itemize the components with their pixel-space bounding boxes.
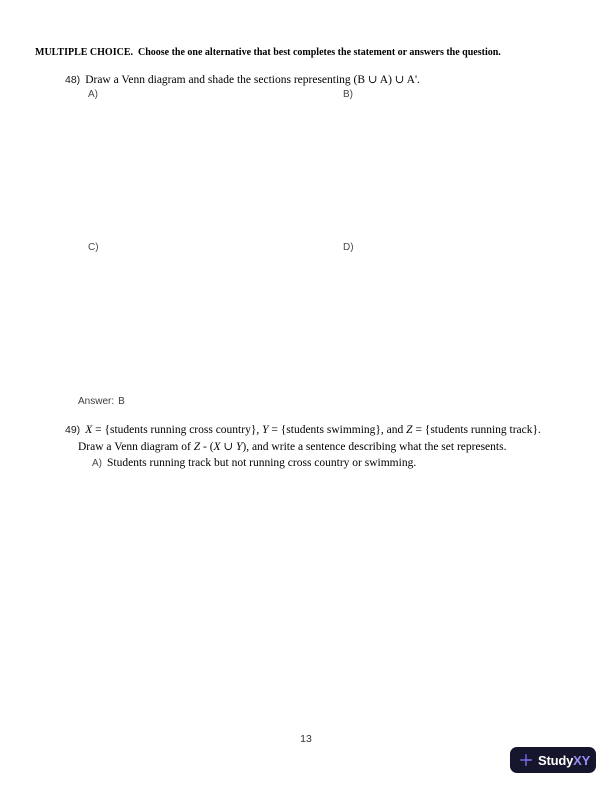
q49-option-a-label: A) <box>92 458 102 469</box>
q49-var-y: Y <box>262 424 269 436</box>
question-48-prompt: Draw a Venn diagram and shade the sections representing (B ∪ A) ∪ A'. <box>85 74 420 86</box>
q49-set-y-def: = {students swimming}, and <box>268 424 407 436</box>
q49-set-x-def: = {students running cross country}, <box>92 424 263 436</box>
brand-study-text: Study <box>538 752 574 768</box>
q48-option-d-label: D) <box>343 242 354 253</box>
answer-value: B <box>118 396 125 407</box>
multiple-choice-instruction: MULTIPLE CHOICE. Choose the one alternative that best completes the statement or answers the question. <box>35 47 501 58</box>
q48-option-c-label: C) <box>88 242 99 253</box>
question-48 <box>65 70 420 88</box>
q49-expr-y: Y <box>235 441 243 453</box>
q48-option-a-label: A) <box>88 89 98 100</box>
brand-xy-text: XY <box>573 752 591 768</box>
page-number: 13 <box>300 733 312 745</box>
q48-option-b-label: B) <box>343 89 353 100</box>
q49-var-z: Z <box>406 424 413 436</box>
q49-expr-x: X <box>213 441 221 453</box>
q49-prompt-post: ), and write a sentence describing what the set represents. <box>242 441 507 453</box>
q48-answer <box>78 396 125 407</box>
brand-wordmark <box>538 753 590 768</box>
q49-prompt-pre: Draw a Venn diagram of <box>78 441 194 453</box>
question-49-number: 49) <box>65 424 81 436</box>
q49-expr-z: Z <box>193 441 201 453</box>
plus-icon <box>519 753 533 767</box>
question-49-line1 <box>65 420 541 438</box>
q49-expr-minus-paren: - ( <box>200 441 214 453</box>
question-49-option-a <box>92 453 416 471</box>
q49-set-z-def: = {students running track}. <box>412 424 541 436</box>
q49-var-x: X <box>85 424 93 436</box>
q49-option-a-text: Students running track but not running cross country or swimming. <box>107 457 417 469</box>
answer-label: Answer: <box>78 396 115 407</box>
question-48-number: 48) <box>65 74 81 86</box>
studyxy-badge[interactable] <box>510 747 596 773</box>
q49-union-symbol: ∪ <box>220 441 236 453</box>
